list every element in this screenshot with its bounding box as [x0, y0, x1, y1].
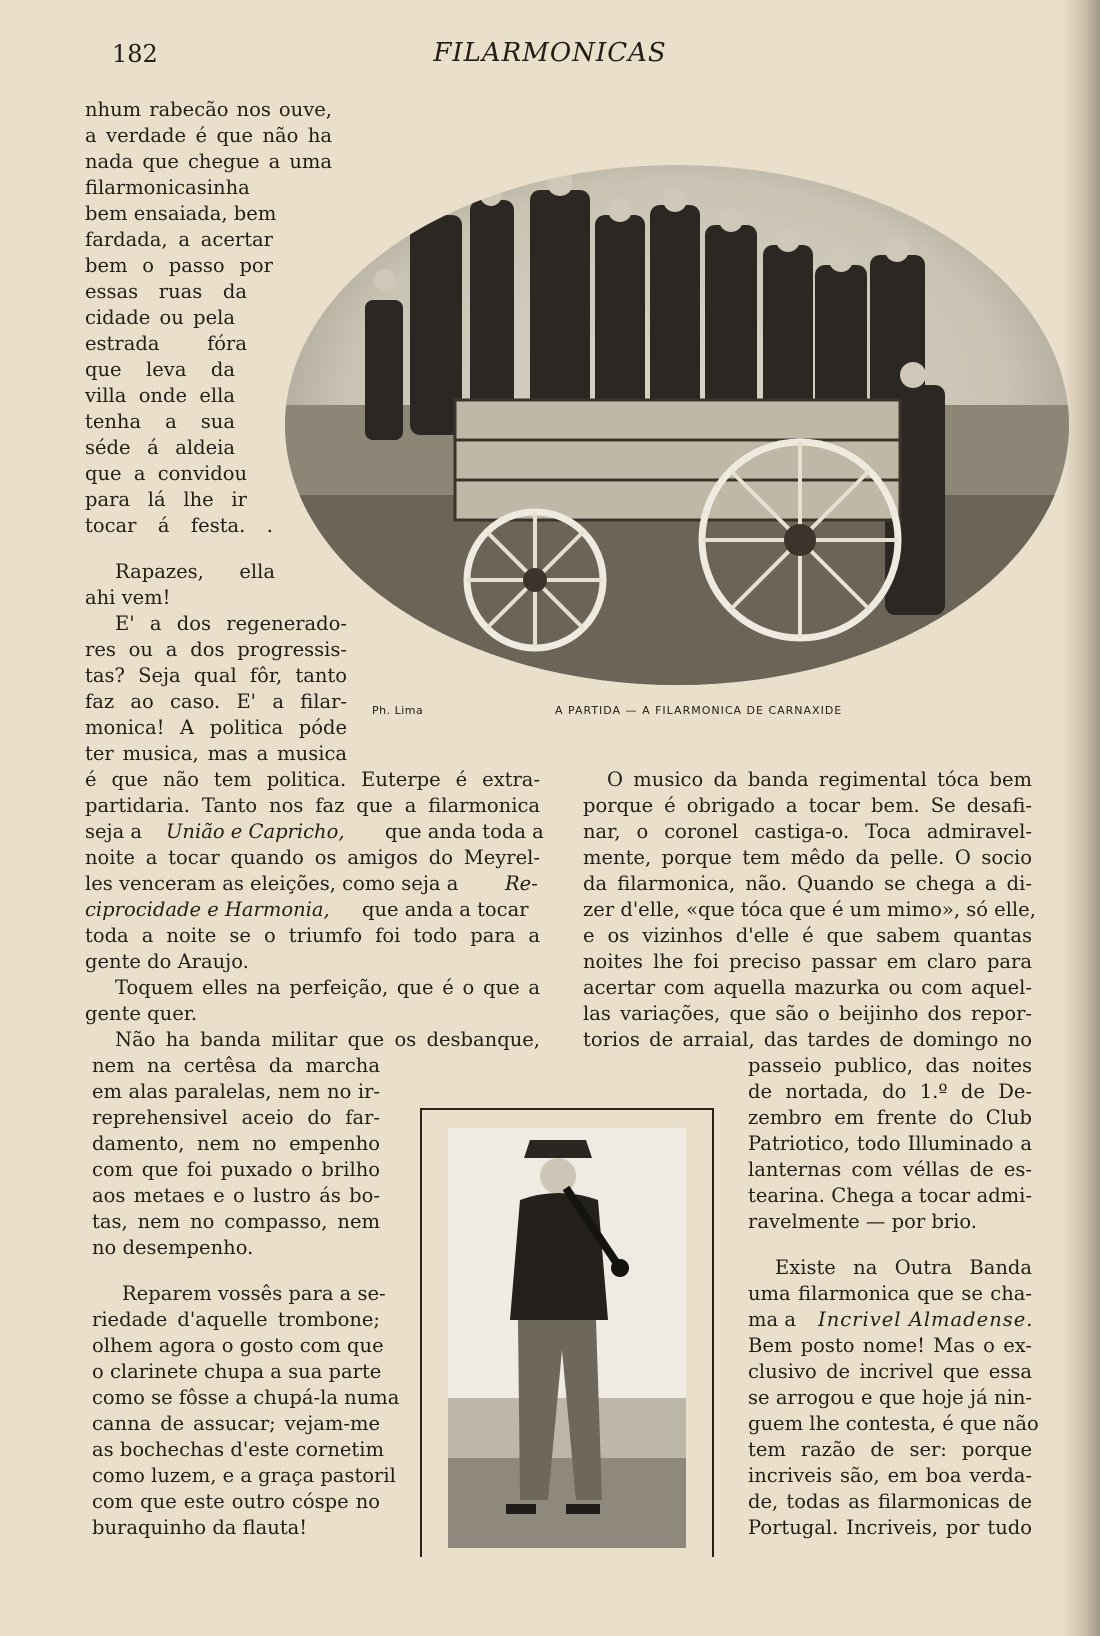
photo-caption: A PARTIDA — A FILARMONICA DE CARNAXIDE	[555, 704, 843, 717]
text-line: Portugal. Incriveis, por tudo	[748, 1516, 1032, 1539]
text-line: com que foi puxado o brilho	[92, 1158, 380, 1181]
text-line: bem ensaiada, bem	[85, 202, 277, 225]
text-line: seja a	[85, 820, 143, 843]
text-line: a verdade é que não ha	[85, 124, 332, 147]
text-line: que leva da	[85, 358, 235, 381]
text-line: Patriotico, todo Illuminado a	[748, 1132, 1032, 1155]
text-line: tas, nem no compasso, nem	[92, 1210, 380, 1233]
text-line: séde á aldeia	[85, 436, 235, 459]
text-line: noite a tocar quando os amigos do Meyrel-	[85, 846, 540, 869]
text-line: gente quer.	[85, 1002, 198, 1025]
text-line: tocar á festa. .	[85, 514, 273, 537]
text-line: no desempenho.	[92, 1236, 254, 1259]
text-line: guem lhe contesta, é que não	[748, 1412, 1039, 1435]
text-line: tearina. Chega a tocar admi-	[748, 1184, 1032, 1207]
text-line: bem o passo por	[85, 254, 273, 277]
text-line: las variações, que são o beijinho dos repor-	[583, 1002, 1032, 1025]
text-line: em alas paralelas, nem no ir-	[92, 1080, 380, 1103]
text-line: monica! A politica póde	[85, 716, 347, 739]
text-italic: ciprocidade e Harmonia,	[85, 898, 330, 921]
running-title: FILARMONICAS	[433, 38, 667, 68]
text-line: canna de assucar; vejam-me	[92, 1412, 380, 1435]
text-line: nar, o coronel castiga-o. Toca admiravel-	[583, 820, 1032, 843]
text-line: riedade d'aquelle trombone;	[92, 1308, 380, 1331]
photo-credit: Ph. Lima	[372, 704, 424, 717]
text-line: e os vizinhos d'elle é que sabem quantas	[583, 924, 1032, 947]
text-line: res ou a dos progressis-	[85, 638, 347, 661]
text-line: ma a	[748, 1308, 796, 1331]
text-line: Toquem elles na perfeição, que é o que a	[115, 976, 540, 999]
text-line: olhem agora o gosto com que	[92, 1334, 384, 1357]
text-line: que anda a tocar	[362, 898, 529, 921]
text-line: que a convidou	[85, 462, 247, 485]
text-line: Bem posto nome! Mas o ex-	[748, 1334, 1032, 1357]
text-line: ahi vem!	[85, 586, 171, 609]
clarinet-player-photo	[448, 1128, 686, 1548]
text-line: tas? Seja qual fôr, tanto	[85, 664, 347, 687]
text-line: nada que chegue a uma	[85, 150, 332, 173]
text-line: les venceram as eleições, como seja a	[85, 872, 459, 895]
text-line: tenha a sua	[85, 410, 235, 433]
text-line: Não ha banda militar que os desbanque,	[115, 1028, 540, 1051]
text-line: como luzem, e a graça pastoril	[92, 1464, 396, 1487]
text-line: buraquinho da flauta!	[92, 1516, 308, 1539]
text-line: incriveis são, em boa verda-	[748, 1464, 1032, 1487]
text-line: Reparem vossês para a se-	[122, 1282, 386, 1305]
text-line: tem razão de ser: porque	[748, 1438, 1032, 1461]
text-italic: União e Capricho,	[166, 820, 345, 843]
text-line: gente do Araujo.	[85, 950, 249, 973]
text-line: torios de arraial, das tardes de domingo no	[583, 1028, 1032, 1051]
text-line: reprehensivel aceio do far-	[92, 1106, 380, 1129]
text-line: uma filarmonica que se cha-	[748, 1282, 1032, 1305]
text-line: toda a noite se o triumfo foi todo para a	[85, 924, 540, 947]
text-line: o clarinete chupa a sua parte	[92, 1360, 382, 1383]
text-line: ter musica, mas a musica	[85, 742, 347, 765]
text-line: Existe na Outra Banda	[775, 1256, 1032, 1279]
text-line: passeio publico, das noites	[748, 1054, 1032, 1077]
text-line: como se fôsse a chupá-la numa	[92, 1386, 400, 1409]
text-line: faz ao caso. E' a filar-	[85, 690, 347, 713]
text-line: clusivo de incrivel que essa	[748, 1360, 1032, 1383]
text-line: as bochechas d'este cornetim	[92, 1438, 384, 1461]
text-line: filarmonicasinha	[85, 176, 250, 199]
text-line: Rapazes, ella	[115, 560, 275, 583]
text-line: de nortada, do 1.º de De-	[748, 1080, 1032, 1103]
text-line: villa onde ella	[85, 384, 235, 407]
text-line: zer d'elle, «que tóca que é um mimo», só elle,	[583, 898, 1036, 921]
text-line: mente, porque tem mêdo da pelle. O socio	[583, 846, 1032, 869]
text-line: essas ruas da	[85, 280, 247, 303]
text-line: O musico da banda regimental tóca bem	[607, 768, 1032, 791]
text-line: acertar com aquella mazurka ou com aquel-	[583, 976, 1032, 999]
text-line: lanternas com véllas de es-	[748, 1158, 1032, 1181]
page-number: 182	[112, 40, 158, 68]
text-line: E' a dos regenerado-	[115, 612, 347, 635]
band-cart-photo	[285, 165, 1070, 685]
text-line: partidaria. Tanto nos faz que a filarmonica	[85, 794, 540, 817]
text-line: zembro em frente do Club	[748, 1106, 1032, 1129]
text-line: se arrogou e que hoje já nin-	[748, 1386, 1032, 1409]
text-line: ravelmente — por brio.	[748, 1210, 977, 1233]
text-line: para lá lhe ir	[85, 488, 247, 511]
text-italic: Re-	[505, 872, 538, 895]
text-line: cidade ou pela	[85, 306, 235, 329]
text-line: damento, nem no empenho	[92, 1132, 380, 1155]
text-line: aos metaes e o lustro ás bo-	[92, 1184, 380, 1207]
text-italic: Incrivel Almadense.	[818, 1308, 1034, 1331]
text-line: porque é obrigado a tocar bem. Se desafi-	[583, 794, 1032, 817]
text-line: nem na certêsa da marcha	[92, 1054, 380, 1077]
text-line: estrada fóra	[85, 332, 247, 355]
text-line: fardada, a acertar	[85, 228, 273, 251]
text-line: que anda toda a	[385, 820, 544, 843]
text-line: da filarmonica, não. Quando se chega a di-	[583, 872, 1032, 895]
text-line: com que este outro cóspe no	[92, 1490, 380, 1513]
text-line: nhum rabecão nos ouve,	[85, 98, 332, 121]
text-line: é que não tem politica. Euterpe é extra-	[85, 768, 540, 791]
text-line: noites lhe foi preciso passar em claro para	[583, 950, 1032, 973]
text-line: de, todas as filarmonicas de	[748, 1490, 1032, 1513]
